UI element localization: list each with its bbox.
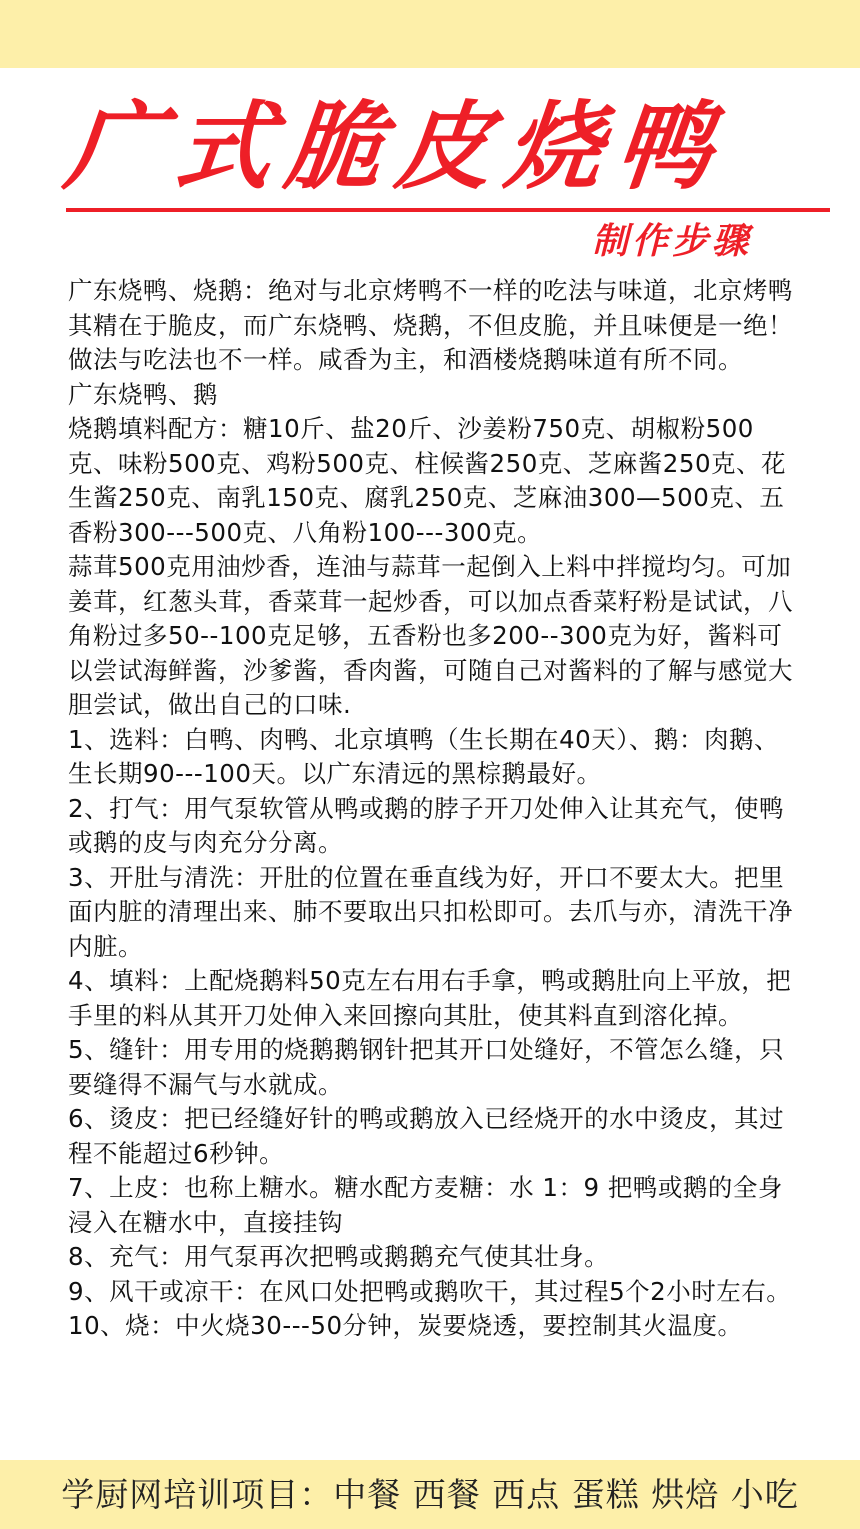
recipe-body	[68, 274, 798, 1344]
step-2: 2、打气：用气泵软管从鸭或鹅的脖子开刀处伸入让其充气，使鸭或鹅的皮与肉充分分离。	[68, 793, 785, 857]
step-9: 9、风干或凉干：在风口处把鸭或鹅吹干，其过程5个2小时左右。	[68, 1276, 792, 1306]
top-band	[0, 0, 860, 68]
step-3: 3、开肚与清洗：开肚的位置在垂直线为好，开口不要太大。把里面内脏的清理出来、肺不要取出只扣松即可。去爪与亦，清洗干净内脏。	[68, 862, 793, 961]
step-10: 10、烧：中火烧30---50分钟，炭要烧透，要控制其火温度。	[68, 1311, 743, 1340]
step-6: 6、烫皮：把已经缝好针的鸭或鹅放入已经烧开的水中烫皮，其过程不能超过6秒钟。	[68, 1104, 785, 1168]
page-subtitle: 制作步骤	[592, 221, 753, 262]
step-5: 5、缝针：用专用的烧鹅鹅钢针把其开口处缝好，不管怎么缝，只要缝得不漏气与水就成。	[68, 1035, 785, 1099]
step-7: 7、上皮：也称上糖水。糖水配方麦糖：水 1：9 把鸭或鹅的全身浸入在糖水中，直接挂钩	[68, 1173, 783, 1237]
step-8: 8、充气：用气泵再次把鸭或鹅鹅充气使其壮身。	[68, 1242, 610, 1271]
step-1: 1、选料：白鸭、肉鸭、北京填鸭（生长期在40天）、鹅：肉鹅、生长期90---100天。以广东清远的黑棕鹅最好。	[68, 724, 780, 788]
step-4: 4、填料：上配烧鹅料50克左右用右手拿，鸭或鹅肚向上平放，把手里的料从其开刀处伸入来回擦向其肚，使其料直到溶化掉。	[68, 966, 792, 1030]
intro-paragraph: 广东烧鸭、烧鹅：绝对与北京烤鸭不一样的吃法与味道，北京烤鸭其精在于脆皮，而广东烧鸭、烧鹅，不但皮脆，并且味便是一绝！做法与吃法也不一样。咸香为主，和酒楼烧鹅味道有所不同。	[68, 276, 793, 374]
filling-recipe: 烧鹅填料配方：糖10斤、盐20斤、沙姜粉750克、胡椒粉500克、味粉500克、鸡粉500克、柱候酱250克、芝麻酱250克、花生酱250克、南乳150克、腐乳250克、芝麻油300—500克、五香粉300---500克、八角粉100---300克。	[68, 414, 787, 547]
title-divider	[66, 208, 830, 212]
garlic-note: 蒜茸500克用油炒香，连油与蒜茸一起倒入上料中拌搅均匀。可加姜茸，红葱头茸，香菜茸一起炒香，可以加点香菜籽粉是试试，八角粉过多50--100克足够，五香粉也多200--300克为好，酱料可以尝试海鲜酱，沙爹酱，香肉酱，可随自己对酱料的了解与感觉大胆尝试，做出自己的口味.	[68, 552, 793, 719]
footer-text: 学厨网培训项目：中餐 西餐 西点 蛋糕 烘焙 小吃	[61, 1475, 799, 1514]
section-heading: 广东烧鸭、鹅	[68, 379, 218, 409]
page-title: 广式脆皮烧鸭	[60, 91, 732, 203]
